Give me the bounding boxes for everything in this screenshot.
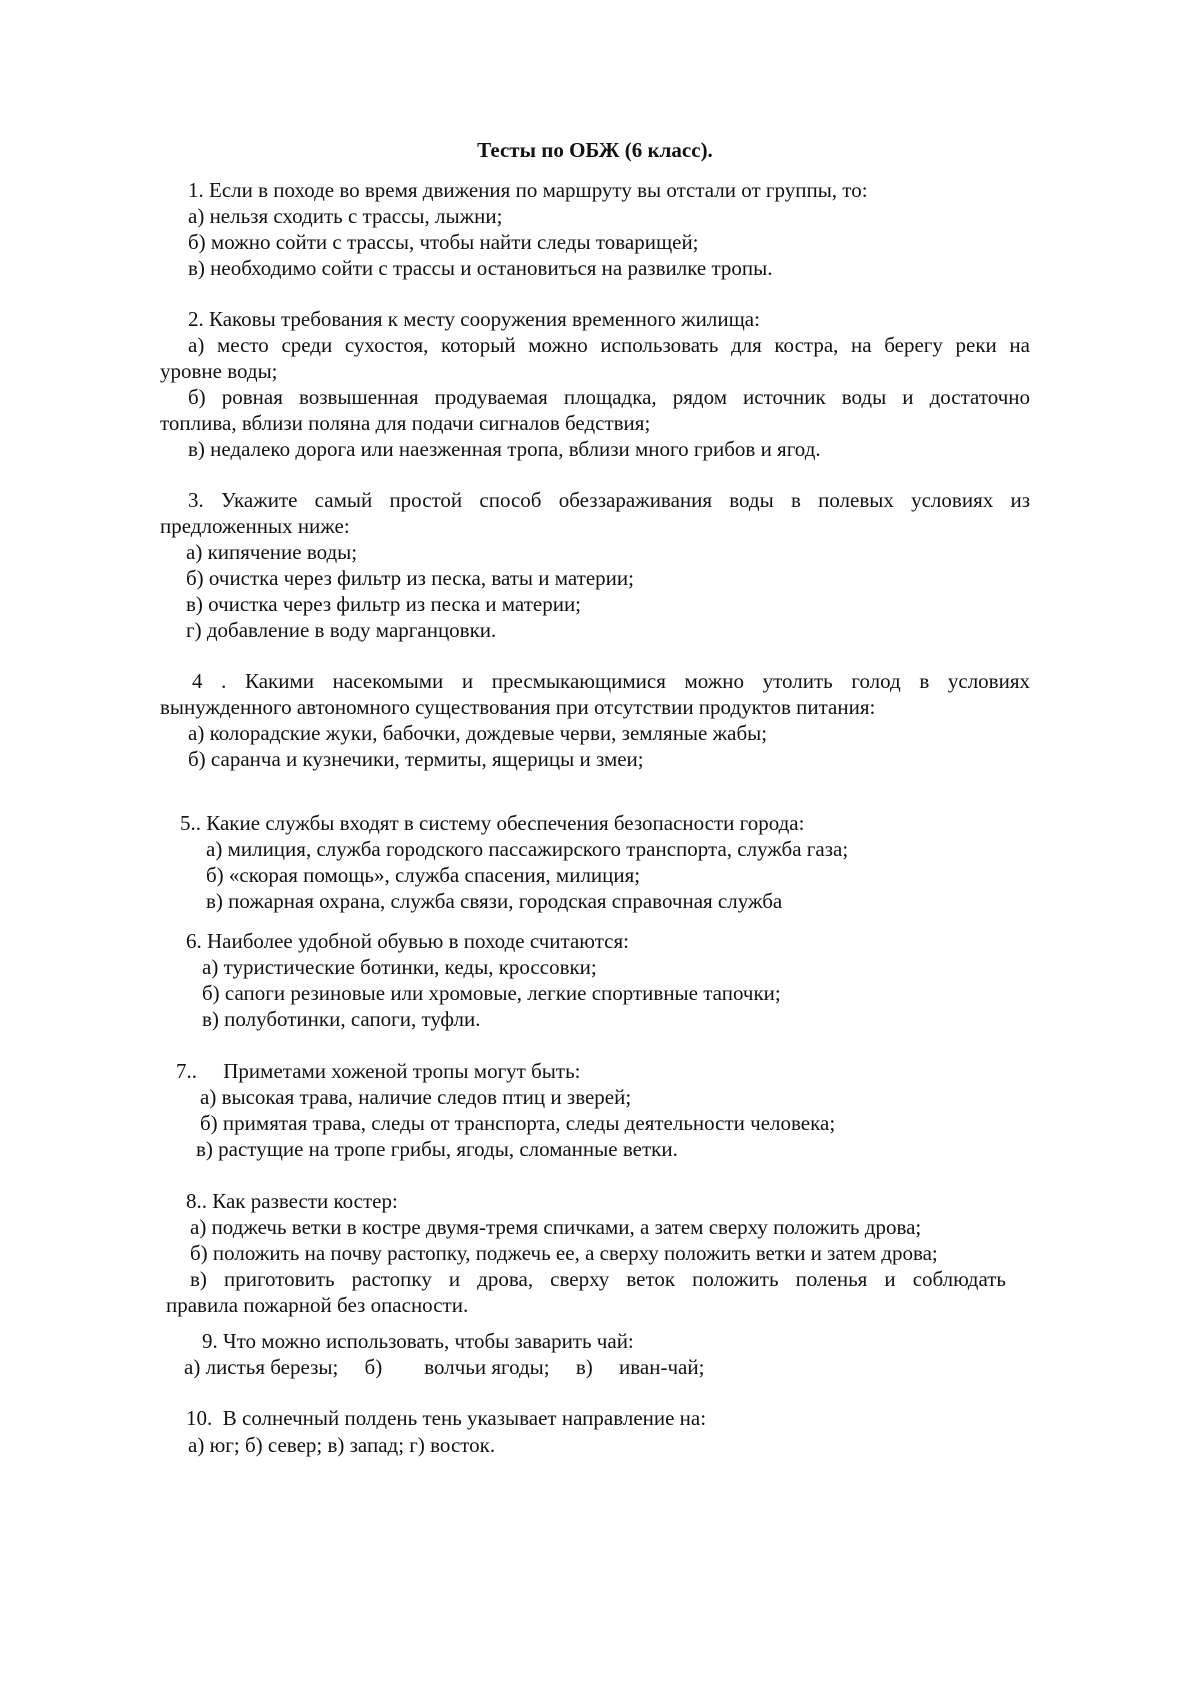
q8-option-a: а) поджечь ветки в костре двумя-тремя спичками, а затем сверху положить дрова;: [190, 1215, 922, 1239]
q3-option-d: г) добавление в воду марганцовки.: [186, 618, 497, 642]
q8-option-c: в) приготовить растопку и дрова, сверху веток положить поленья и соблюдать: [190, 1267, 1006, 1291]
question-4: 4 . Какими насекомыми и пресмыкающимися можно утолить голод в условиях: [192, 669, 1030, 693]
question-8: 8.. Как развести костер:: [186, 1189, 398, 1213]
question-2: 2. Каковы требования к месту сооружения временного жилища:: [188, 307, 760, 331]
q1-option-a: а) нельзя сходить с трассы, лыжни;: [188, 204, 503, 228]
q3-option-b: б) очистка через фильтр из песка, ваты и материи;: [186, 566, 634, 590]
q7-option-a: а) высокая трава, наличие следов птиц и зверей;: [200, 1085, 632, 1109]
q2-option-c: в) недалеко дорога или наезженная тропа, вблизи много грибов и ягод.: [188, 437, 821, 461]
q4-option-a: а) колорадские жуки, бабочки, дождевые черви, земляные жабы;: [188, 721, 768, 745]
q9-options: а) листья березы; б) волчьи ягоды; в) иван-чай;: [184, 1355, 705, 1379]
question-5: 5.. Какие службы входят в систему обеспечения безопасности города:: [180, 811, 805, 835]
question-6: 6. Наиболее удобной обувью в походе считаются:: [186, 929, 629, 953]
question-7: 7.. Приметами хоженой тропы могут быть:: [176, 1059, 581, 1083]
q8-option-b: б) положить на почву растопку, поджечь ее, а сверху положить ветки и затем дрова;: [190, 1241, 938, 1265]
question-3-cont: предложенных ниже:: [160, 514, 350, 538]
q7-option-c: в) растущие на тропе грибы, ягоды, сломанные ветки.: [196, 1137, 678, 1161]
q5-option-c: в) пожарная охрана, служба связи, городская справочная служба: [206, 889, 783, 913]
q7-option-b: б) примятая трава, следы от транспорта, следы деятельности человека;: [200, 1111, 836, 1135]
question-10: 10. В солнечный полдень тень указывает направление на:: [186, 1406, 707, 1430]
q3-option-a: а) кипячение воды;: [186, 540, 358, 564]
q5-option-a: а) милиция, служба городского пассажирского транспорта, служба газа;: [206, 837, 849, 861]
q6-option-a: а) туристические ботинки, кеды, кроссовки;: [202, 955, 597, 979]
q10-options: а) юг; б) север; в) запад; г) восток.: [188, 1433, 496, 1457]
q3-option-c: в) очистка через фильтр из песка и материи;: [186, 592, 582, 616]
q2-option-a-cont: уровне воды;: [160, 359, 278, 383]
question-3: 3. Укажите самый простой способ обеззараживания воды в полевых условиях из: [188, 488, 1030, 512]
q6-option-b: б) сапоги резиновые или хромовые, легкие спортивные тапочки;: [202, 981, 781, 1005]
q4-option-b: б) саранча и кузнечики, термиты, ящерицы и змеи;: [188, 747, 644, 771]
question-9: 9. Что можно использовать, чтобы заварить чай:: [202, 1329, 634, 1353]
q2-option-b-cont: топлива, вблизи поляна для подачи сигналов бедствия;: [160, 411, 651, 435]
q1-option-b: б) можно сойти с трассы, чтобы найти следы товарищей;: [188, 230, 699, 254]
q1-option-c: в) необходимо сойти с трассы и остановиться на развилке тропы.: [188, 256, 773, 280]
q2-option-a: а) место среди сухостоя, который можно использовать для костра, на берегу реки на: [188, 333, 1030, 357]
q6-option-c: в) полуботинки, сапоги, туфли.: [202, 1007, 481, 1031]
q2-option-b: б) ровная возвышенная продуваемая площадка, рядом источник воды и достаточно: [188, 385, 1030, 409]
q8-option-c-cont: правила пожарной без опасности.: [166, 1293, 469, 1317]
question-1: 1. Если в походе во время движения по маршруту вы отстали от группы, то:: [188, 178, 868, 202]
page-title: Тесты по ОБЖ (6 класс).: [477, 138, 713, 162]
question-4-cont: вынужденного автономного существования при отсутствии продуктов питания:: [160, 695, 876, 719]
q5-option-b: б) «скорая помощь», служба спасения, милиция;: [206, 863, 641, 887]
